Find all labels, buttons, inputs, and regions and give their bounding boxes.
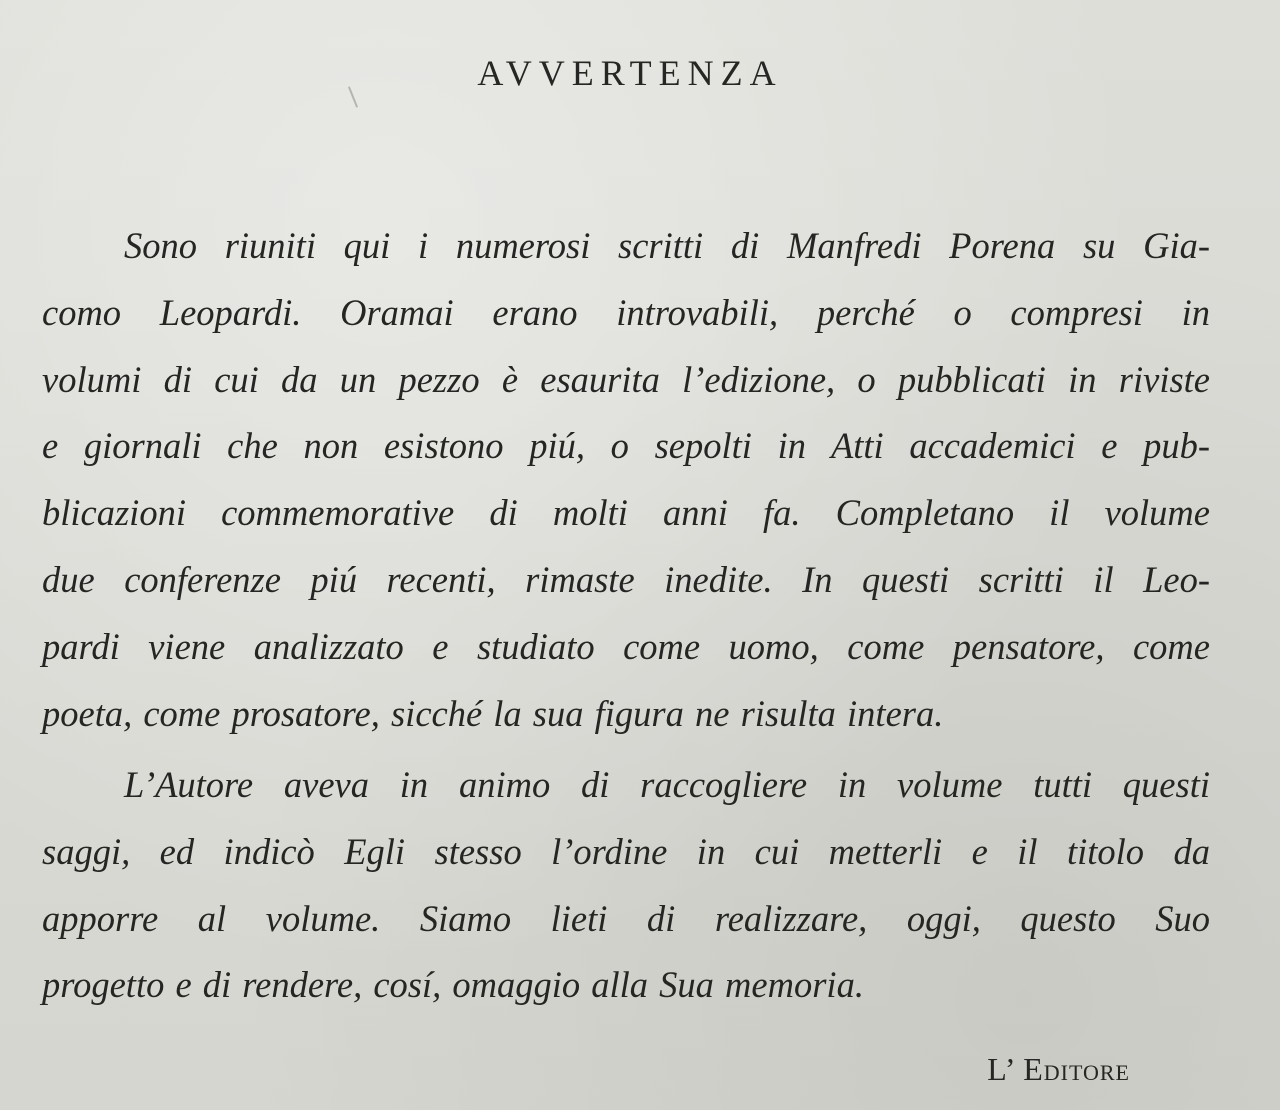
text-line: e giornali che non esistono piú, o sepolti in Atti accademici e pub- [42,425,1210,467]
text-line: L’Autore aveva in animo di raccogliere in volume tutti questi [124,764,1210,805]
paragraph-2 [42,752,1210,1019]
text-line: poeta, come prosatore, sicché la sua figura ne risulta intera. [42,692,944,734]
editor-signature: L’ Editore [987,1051,1130,1087]
text-line: due conferenze piú recenti, rimaste inedite. In questi scritti il Leo- [42,558,1210,600]
paragraph-1 [42,213,1210,747]
text-line: progetto e di rendere, cosí, omaggio alla Sua memoria. [42,964,864,1006]
text-line: como Leopardi. Oramai erano introvabili, perché o compresi in [42,291,1210,333]
text-line: blicazioni commemorative di molti anni fa. Completano il volume [42,492,1210,534]
text-line: Sono riuniti qui i numerosi scritti di Manfredi Porena su Gia- [124,225,1210,266]
text-line: saggi, ed indicò Egli stesso l’ordine in cui metterli e il titolo da [42,830,1210,872]
text-line: apporre al volume. Siamo lieti di realizzare, oggi, questo Suo [42,897,1210,939]
page-title: AVVERTENZA [477,53,783,93]
text-line: volumi di cui da un pezzo è esaurita l’edizione, o pubblicati in riviste [42,358,1210,400]
text-line: pardi viene analizzato e studiato come uomo, come pensatore, come [42,625,1210,667]
